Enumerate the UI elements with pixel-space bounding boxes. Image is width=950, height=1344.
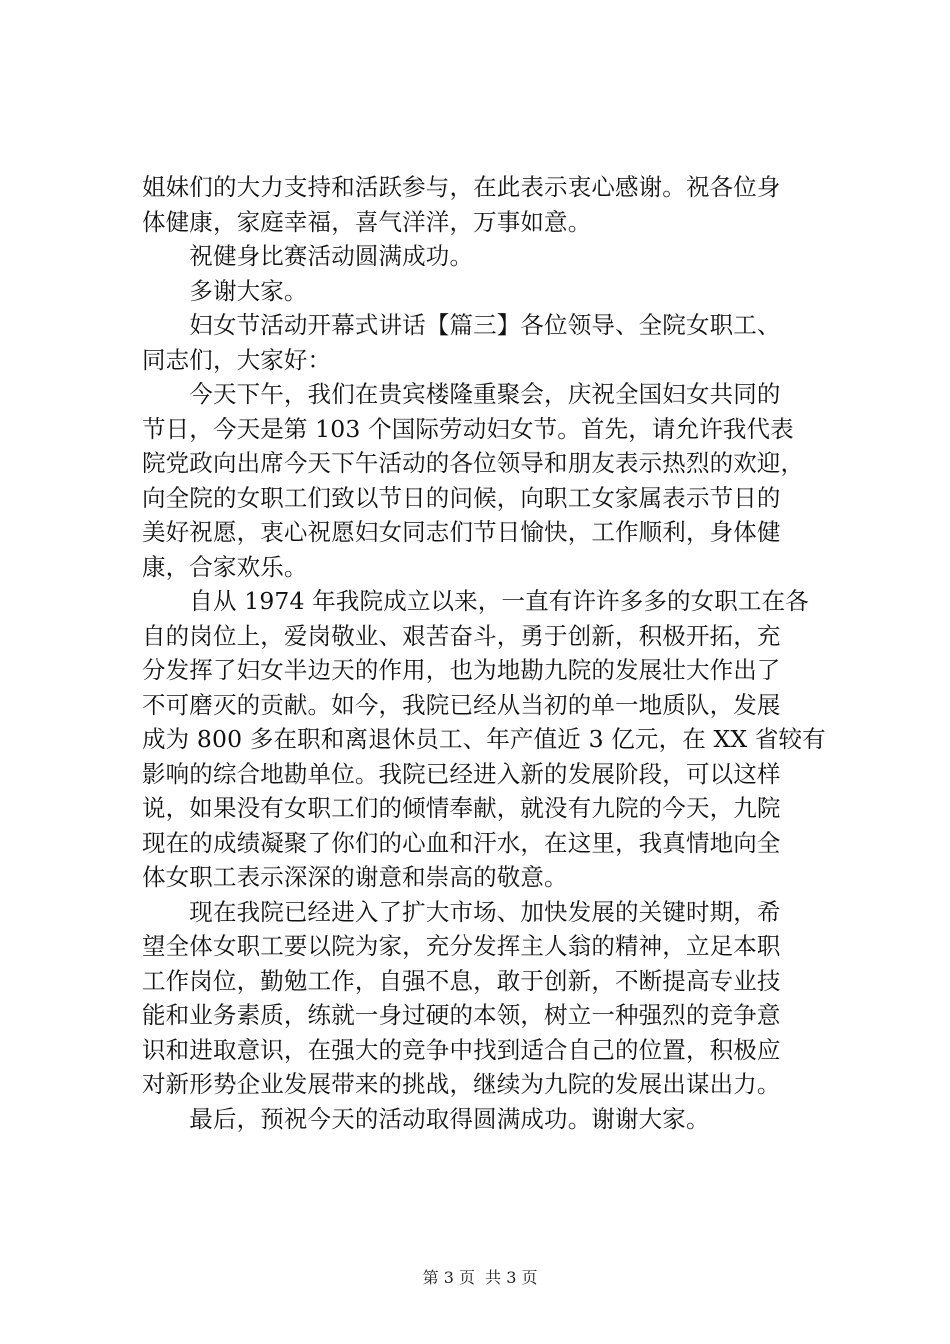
text-line: 今天下午，我们在贵宾楼隆重聚会，庆祝全国妇女共同的 [142, 380, 781, 408]
text-line: 向全院的女职工们致以节日的问候，向职工女家属表示节日的 [142, 483, 781, 512]
text-line: 同志们，大家好： [142, 345, 332, 374]
text-line: 康，合家欢乐。 [142, 552, 308, 581]
document-body [142, 170, 842, 1136]
text-line: 望全体女职工要以院为家，充分发挥主人翁的精神，立足本职 [142, 932, 781, 960]
text-line: 现在的成绩凝聚了你们的心血和汗水，在这里，我真情地向全 [142, 828, 781, 857]
text-line: 节日，今天是第 103 个国际劳动妇女节。首先，请允许我代表 [142, 414, 794, 443]
text-line: 识和进取意识，在强大的竞争中找到适合自己的位置，积极应 [142, 1035, 781, 1064]
text-line: 工作岗位，勤勉工作，自强不息，敢于创新，不断提高专业技 [142, 966, 781, 995]
text-line: 最后，预祝今天的活动取得圆满成功。谢谢大家。 [142, 1104, 710, 1133]
text-line: 影响的综合地勘单位。我院已经进入新的发展阶段，可以这样 [142, 759, 781, 788]
page-number: 第 3 页 共 3 页 [422, 1268, 538, 1287]
text-line: 院党政向出席今天下午活动的各位领导和朋友表示热烈的欢迎， [142, 449, 805, 477]
text-line: 自从 1974 年我院成立以来，一直有许许多多的女职工在各 [142, 587, 809, 615]
text-line: 多谢大家。 [142, 276, 308, 305]
text-line: 体健康，家庭幸福，喜气洋洋，万事如意。 [142, 207, 592, 236]
page-footer [0, 1246, 950, 1288]
text-line: 姐妹们的大力支持和活跃参与，在此表示衷心感谢。祝各位身 [142, 173, 781, 201]
text-line: 对新形势企业发展带来的挑战，继续为九院的发展出谋出力。 [142, 1070, 781, 1098]
text-line: 自的岗位上，爱岗敬业、艰苦奋斗，勇于创新，积极开拓，充 [142, 621, 781, 650]
text-line: 现在我院已经进入了扩大市场、加快发展的关键时期，希 [142, 897, 781, 926]
text-line: 体女职工表示深深的谢意和崇高的敬意。 [142, 863, 568, 891]
text-line: 分发挥了妇女半边天的作用，也为地勘九院的发展壮大作出了 [142, 656, 781, 684]
text-line: 说，如果没有女职工们的倾情奉献，就没有九院的今天，九院 [142, 794, 781, 822]
text-line: 妇女节活动开幕式讲话【篇三】各位领导、全院女职工、 [142, 311, 781, 339]
text-line: 成为 800 多在职和离退休员工、年产值近 3 亿元，在 XX 省较有 [142, 725, 826, 753]
text-line: 能和业务素质，练就一身过硬的本领，树立一种强烈的竞争意 [142, 1001, 781, 1029]
text-line: 不可磨灭的贡献。如今，我院已经从当初的单一地质队，发展 [142, 690, 781, 719]
text-line: 祝健身比赛活动圆满成功。 [142, 242, 474, 270]
text-line: 美好祝愿，衷心祝愿妇女同志们节日愉快，工作顺利，身体健 [142, 518, 781, 546]
